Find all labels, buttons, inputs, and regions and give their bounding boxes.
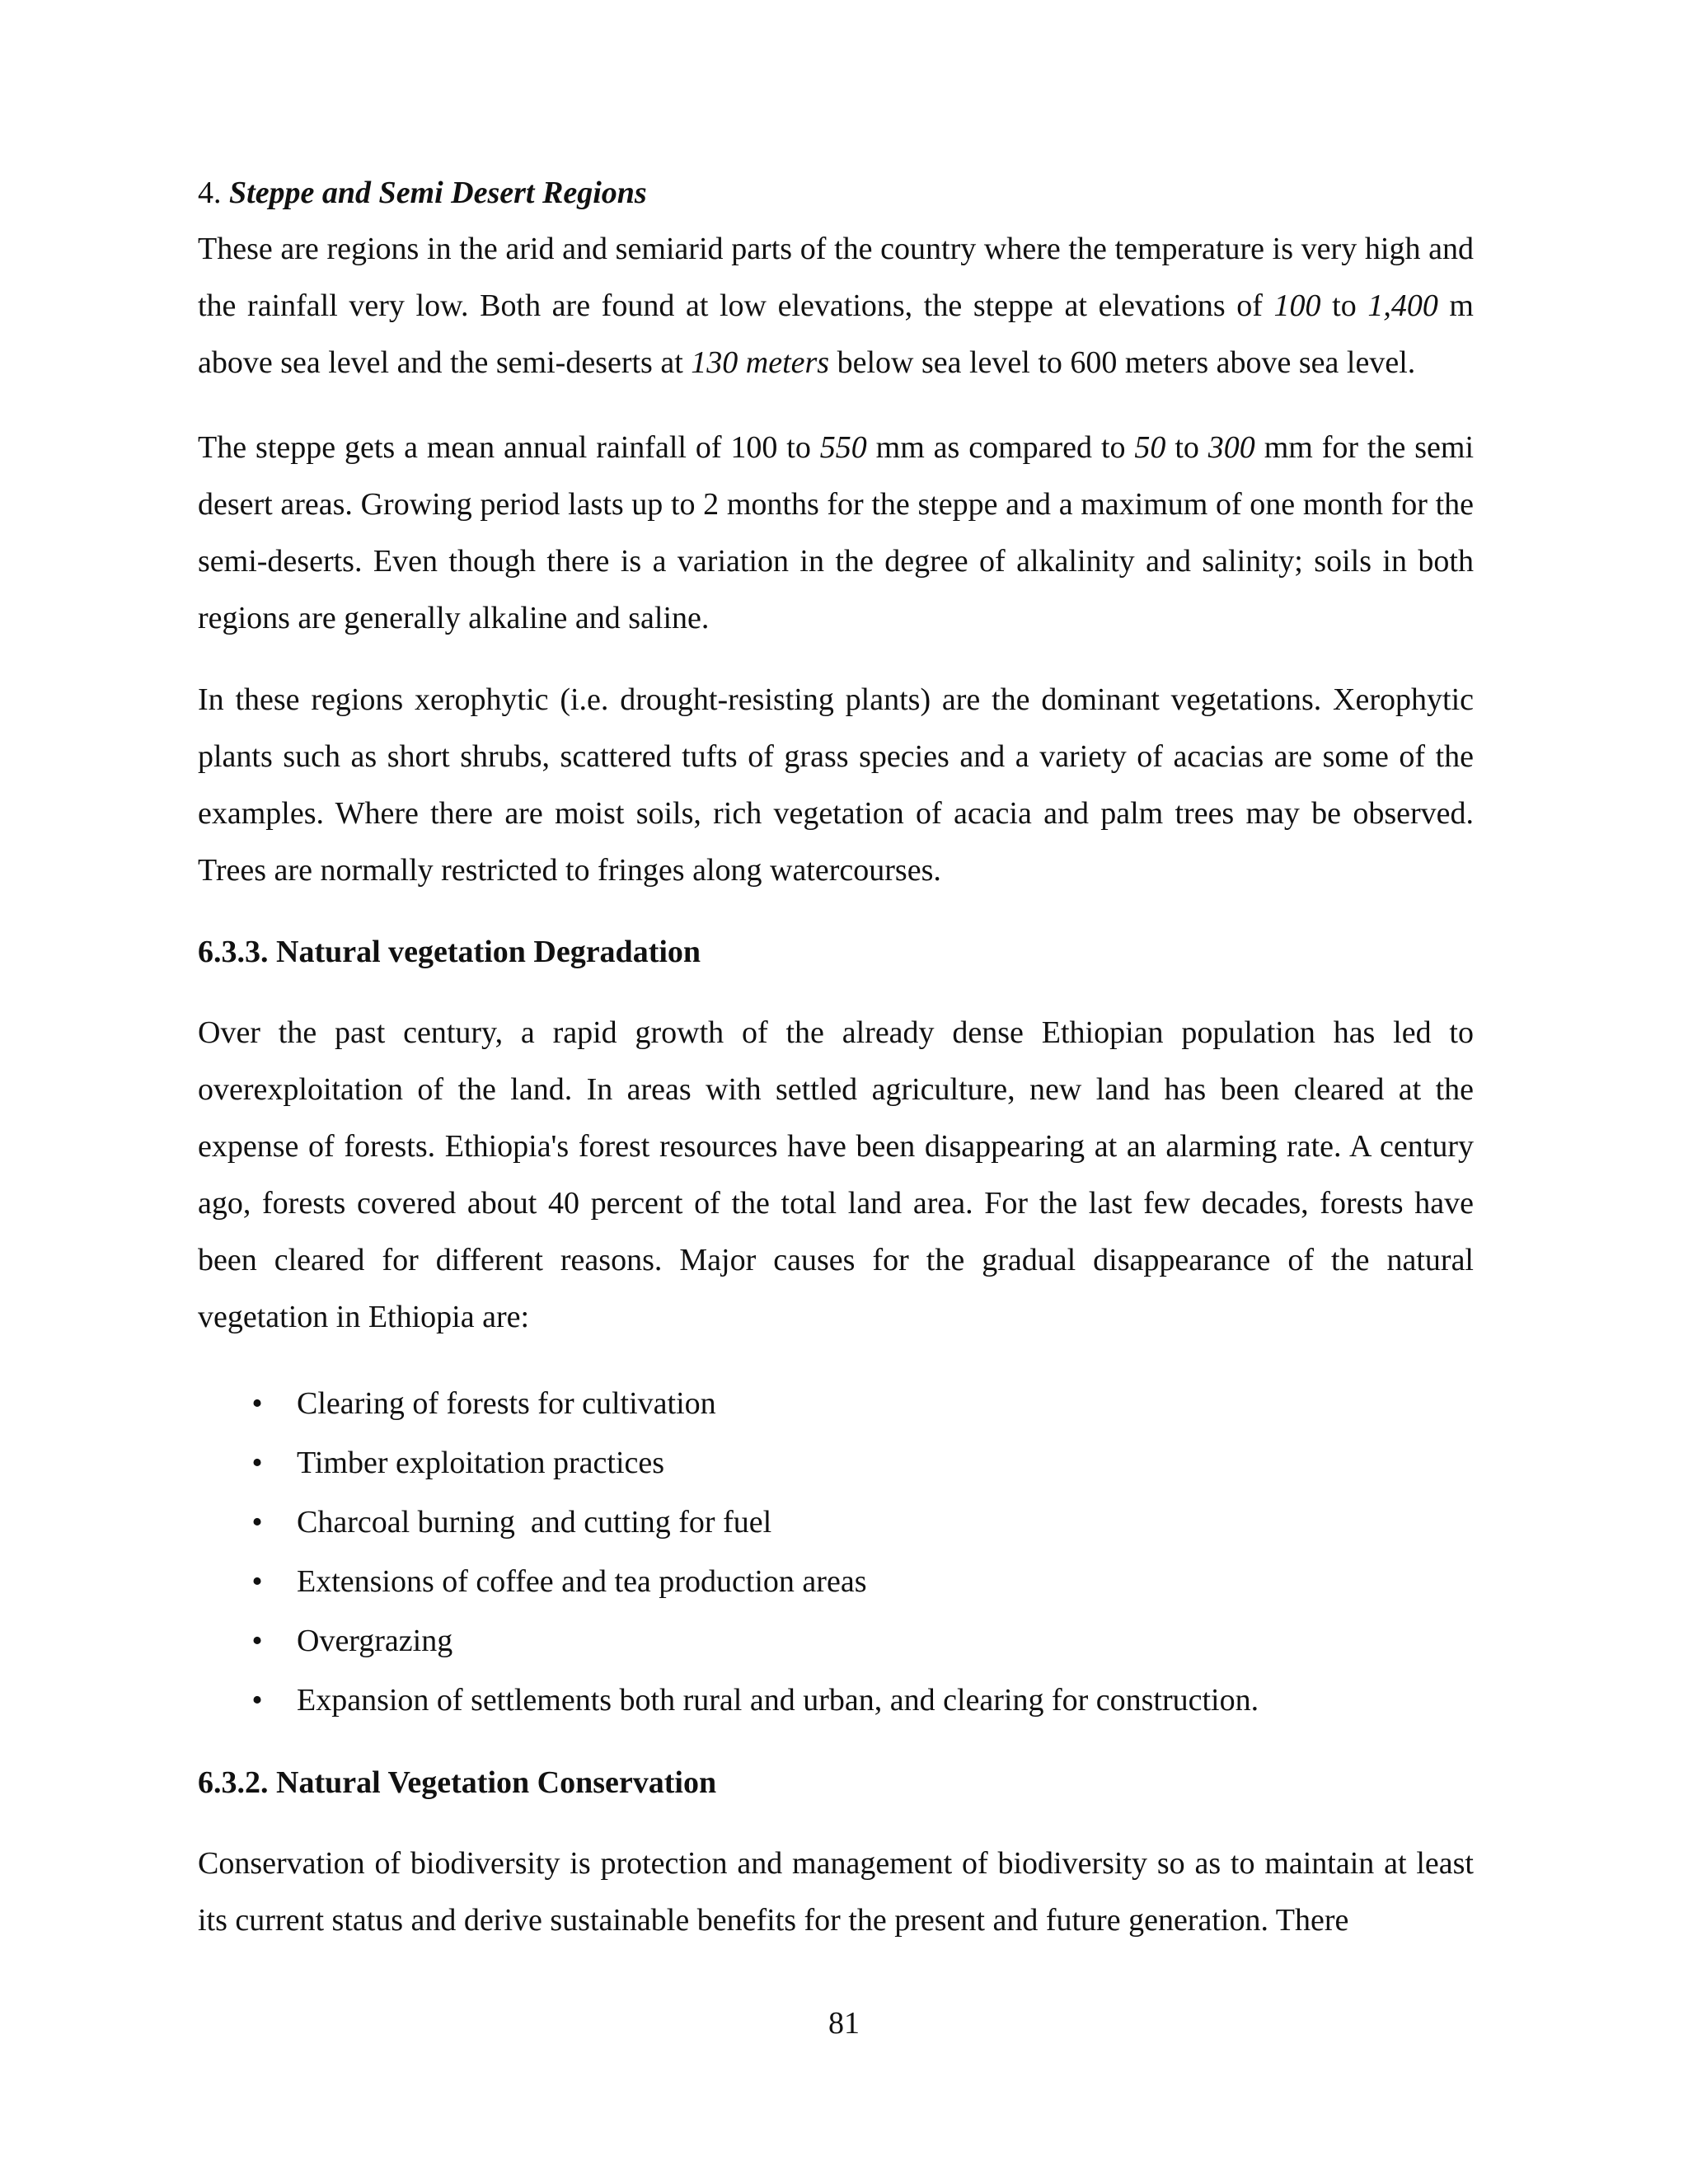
paragraph-degradation: Over the past century, a rapid growth of the already dense Ethiopian population has led to overexploitation of the land. In areas with settled agriculture, new land has been cleared at the expense of forests. Ethiopia's forest resources have been disappearing at an alarming rate. A century ago, forests covered about 40 percent of the total land area. For the last few decades, forests have been cleared for different reasons. Major causes for the gradual disappearance of the natural vegetation in Ethiopia are:	[198, 1015, 1474, 1334]
bullet-icon: •	[251, 1564, 263, 1599]
list-item-text: Timber exploitation practices	[297, 1446, 665, 1480]
bullet-icon: •	[251, 1505, 263, 1540]
italic-run: 300	[1207, 430, 1255, 465]
list-item	[247, 1433, 1474, 1493]
section-title: Steppe and Semi Desert Regions	[229, 176, 647, 210]
italic-run: 550	[819, 430, 867, 465]
italic-run: 100	[1273, 288, 1321, 323]
italic-run: 130 meters	[691, 345, 830, 380]
list-item-text: Extensions of coffee and tea production areas	[297, 1564, 867, 1599]
paragraph-steppe-intro	[198, 221, 1474, 391]
text-run: m above sea level and the semi-deserts at	[198, 288, 1474, 380]
bullet-icon: •	[251, 1624, 263, 1658]
list-item	[247, 1552, 1474, 1611]
italic-run: 1,400	[1367, 288, 1438, 323]
page-number: 81	[828, 2006, 860, 2041]
section-heading-steppe	[198, 165, 1474, 221]
paragraph-xerophytic: In these regions xerophytic (i.e. drought-resisting plants) are the dominant vegetations. Xerophytic plants such as short shrubs, scattered tufts of grass species and a variety of acacias are some of the examples. Where there are moist soils, rich vegetation of acacia and palm trees may be observed. Trees are normally restricted to fringes along watercourses.	[198, 682, 1474, 888]
heading-vegetation-degradation: 6.3.3. Natural vegetation Degradation	[198, 935, 701, 969]
text-run: The steppe gets a mean annual rainfall of 100 to	[198, 430, 820, 465]
list-item	[247, 1493, 1474, 1552]
text-run: mm as compared to	[866, 430, 1135, 465]
text-run: to	[1165, 430, 1208, 465]
bullet-icon: •	[251, 1683, 263, 1718]
italic-run: 50	[1134, 430, 1166, 465]
text-run: below sea level to 600 meters above sea level.	[829, 345, 1416, 380]
list-item	[247, 1671, 1474, 1730]
bullet-icon: •	[251, 1386, 263, 1421]
list-item-text: Clearing of forests for cultivation	[297, 1386, 716, 1421]
text-run: mm for the semi desert areas. Growing period lasts up to 2 months for the steppe and a maximum of one month for the semi-deserts. Even though there is a variation in the degree of alkalinity and salinity; soils in both regions are generally alkaline and saline.	[198, 430, 1475, 635]
list-item	[247, 1611, 1474, 1671]
page-content	[198, 165, 1474, 1949]
list-item-text: Overgrazing	[297, 1624, 453, 1658]
section-number: 4.	[198, 176, 222, 210]
list-item	[247, 1374, 1474, 1433]
list-item-text: Charcoal burning and cutting for fuel	[297, 1505, 772, 1540]
text-run: These are regions in the arid and semiarid parts of the country where the temperature is very high and the rainfall very low. Both are found at low elevations, the steppe at elevations of	[198, 232, 1474, 323]
bullet-icon: •	[251, 1446, 263, 1480]
causes-list	[198, 1374, 1474, 1730]
heading-vegetation-conservation: 6.3.2. Natural Vegetation Conservation	[198, 1765, 717, 1800]
paragraph-conservation: Conservation of biodiversity is protection and management of biodiversity so as to maintain at least its current status and derive sustainable benefits for the present and future generation. There	[198, 1846, 1474, 1938]
paragraph-rainfall	[198, 419, 1474, 647]
text-run: to	[1320, 288, 1368, 323]
list-item-text: Expansion of settlements both rural and urban, and clearing for construction.	[297, 1683, 1259, 1718]
